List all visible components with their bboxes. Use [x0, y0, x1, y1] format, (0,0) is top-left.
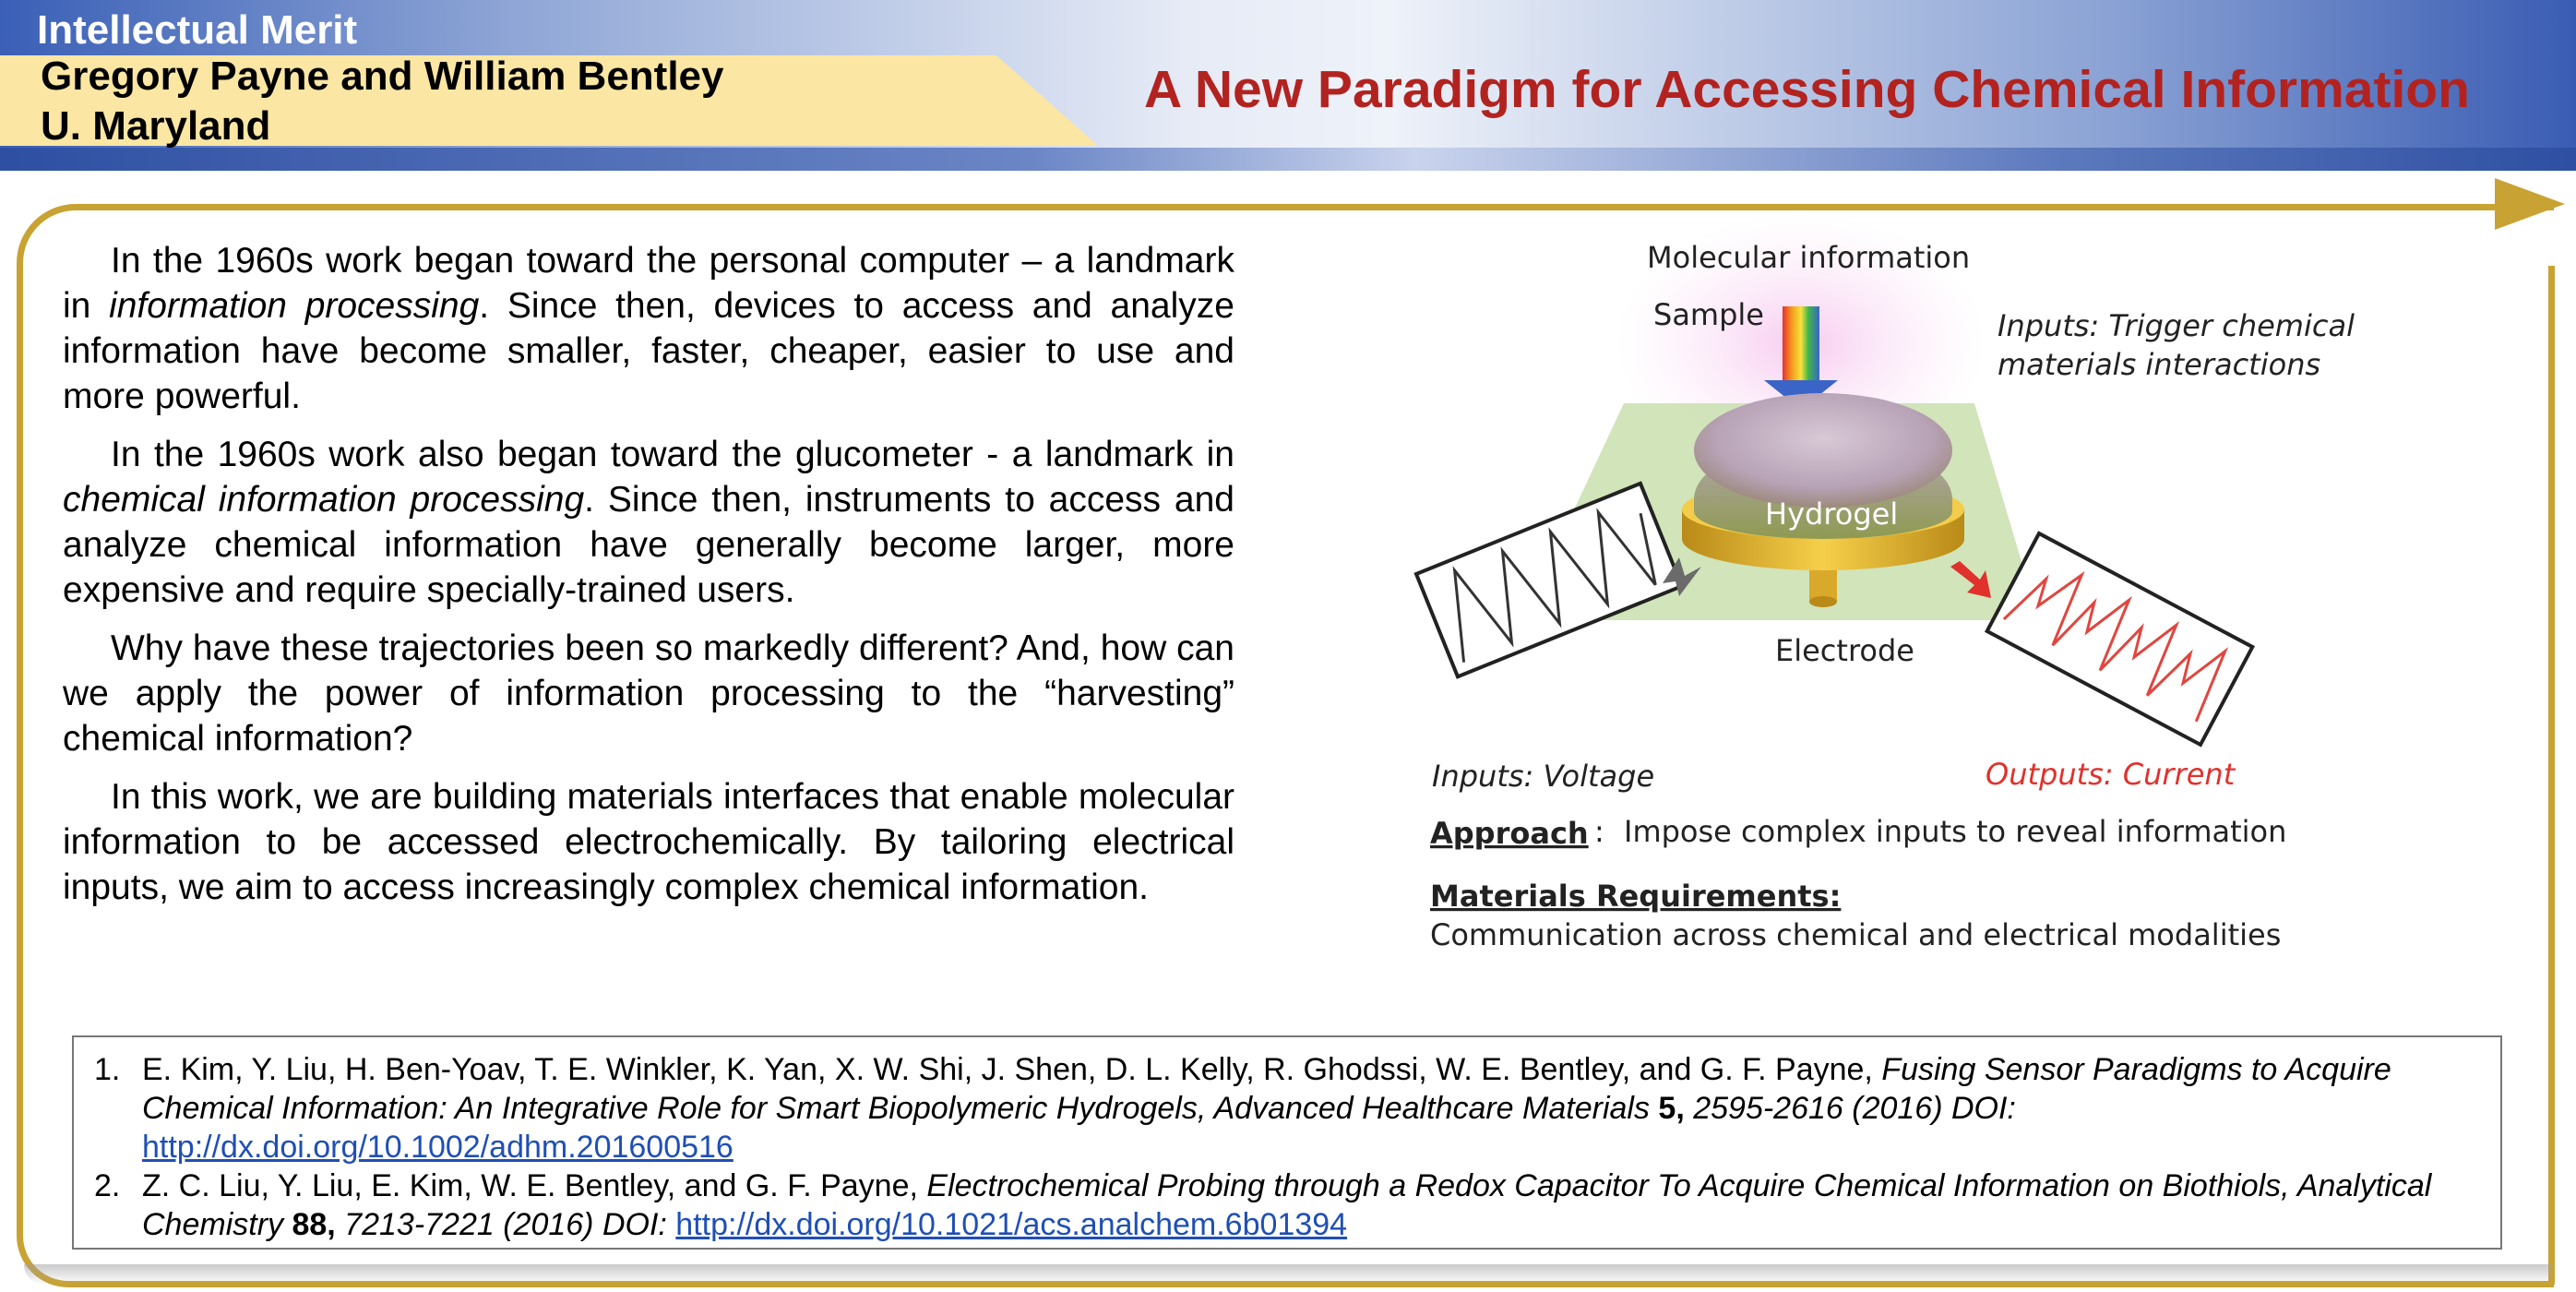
approach-label: Approach: [1430, 816, 1589, 851]
authors: Gregory Payne and William Bentley: [41, 54, 724, 99]
outputs-current-label: Outputs: Current: [1986, 757, 2236, 792]
approach-text: Impose complex inputs to reveal information: [1624, 814, 2287, 849]
inputs-trigger-label-2: materials interactions: [1998, 347, 2321, 382]
hydrogel-label: Hydrogel: [1765, 496, 1899, 532]
section-label: Intellectual Merit: [37, 7, 358, 53]
materials-requirements-label: Materials Requirements:: [1430, 879, 1842, 914]
reference-authors: E. Kim, Y. Liu, H. Ben-Yoav, T. E. Winkler, K. Yan, X. W. Shi, J. Shen, D. L. Kelly, R. Ghodssi, W. E. Bentley, and G. F. Payne,: [142, 1052, 1882, 1087]
reference-2: [74, 1166, 2463, 1244]
header-band: [0, 148, 2576, 171]
paragraph-2-emphasis: chemical information processing: [63, 480, 585, 520]
reference-pages: 7213-7221 (2016) DOI:: [335, 1207, 676, 1242]
molecular-information-label: Molecular information: [1647, 240, 1971, 275]
reference-volume: 5,: [1658, 1091, 1685, 1126]
reference-number: 1.: [94, 1052, 121, 1087]
reference-title: Fusing Sensor Paradigms to Acquire Chemical Information: An Integrative Role for Smart Biopolymeric Hydrogels, Advanced Healthcare Materials: [142, 1052, 2391, 1126]
communication-text: Communication across chemical and electrical modalities: [1430, 917, 2282, 952]
inputs-voltage-label: Inputs: Voltage: [1432, 759, 1655, 794]
body-text: [63, 238, 1234, 923]
reference-number: 2.: [94, 1168, 121, 1203]
references-box: [72, 1035, 2502, 1250]
sample-label: Sample: [1653, 297, 1764, 332]
reference-title: Electrochemical Probing through a Redox Capacitor To Acquire Chemical Information on Biothiols, Analytical Chemistry: [142, 1168, 2432, 1242]
paragraph-1: [63, 238, 1234, 419]
reference-authors: Z. C. Liu, Y. Liu, E. Kim, W. E. Bentley, and G. F. Payne,: [142, 1168, 927, 1203]
rainbow-arrow-shaft: [1783, 306, 1819, 382]
paragraph-4: In this work, we are building materials interfaces that enable molecular information to be accessed electrochemically. By tailoring electrical inputs, we aim to access increasingly complex chemical information.: [63, 777, 1234, 907]
approach-colon: :: [1594, 814, 1604, 849]
page-title: A New Paradigm for Accessing Chemical Information: [1144, 60, 2470, 119]
frame-shadow: [24, 1264, 2552, 1285]
hydrogel-diagram: [1402, 214, 2510, 980]
paragraph-2-text-b: . Since then, instruments to access and analyze chemical information have generally become larger, more expensive and require specially-trained users.: [63, 480, 1234, 610]
output-current-box: [1987, 533, 2253, 745]
paragraph-1-text-a: In the 1960s work began toward the personal computer – a landmark in: [63, 241, 1234, 326]
paragraph-2-text-a: In the 1960s work also began toward the glucometer - a landmark in: [111, 435, 1234, 474]
paragraph-1-emphasis: information processing: [109, 286, 480, 326]
institution: U. Maryland: [41, 103, 271, 149]
input-voltage-box: [1416, 484, 1682, 676]
inputs-trigger-label-1: Inputs: Trigger chemical: [1998, 308, 2355, 343]
electrode-label: Electrode: [1775, 633, 1914, 668]
paragraph-2: [63, 432, 1234, 613]
paragraph-3: Why have these trajectories been so markedly different? And, how can we apply the power of information processing to the “harvesting” chemical information?: [63, 628, 1234, 759]
paragraph-1-text-b: . Since then, devices to access and analyze information have become smaller, faster, cheaper, easier to use and more powerful.: [63, 286, 1234, 416]
reference-1: [74, 1050, 2463, 1166]
reference-volume: 88,: [292, 1207, 336, 1242]
reference-doi-link[interactable]: http://dx.doi.org/10.1002/adhm.201600516: [142, 1130, 733, 1165]
frame-right-edge: [2548, 266, 2555, 1285]
reference-doi-link[interactable]: http://dx.doi.org/10.1021/acs.analchem.6b01394: [675, 1207, 1348, 1242]
reference-pages: 2595-2616 (2016) DOI:: [1684, 1091, 2016, 1126]
